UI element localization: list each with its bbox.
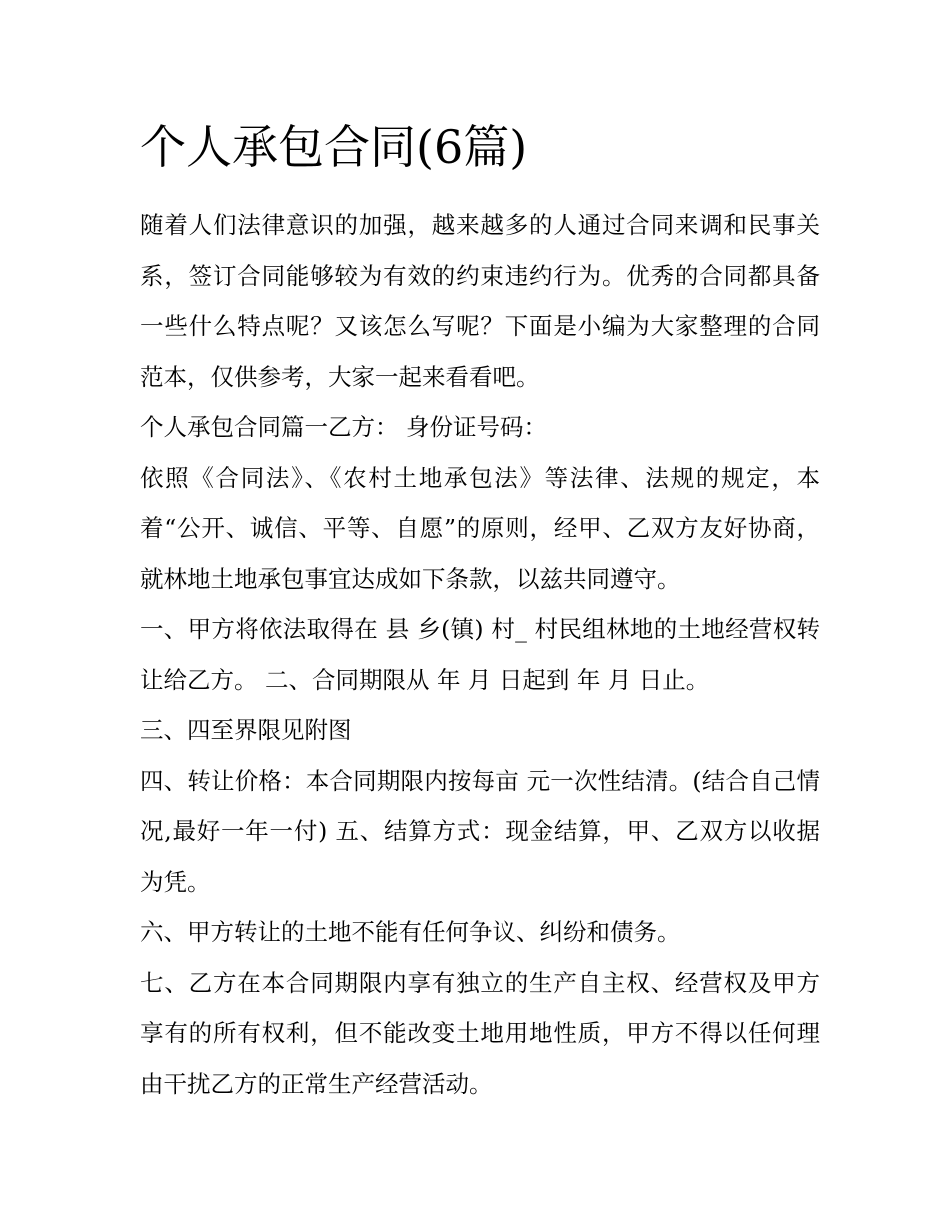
paragraph-clause-1-2: 一、甲方将依法取得在 县 乡(镇) 村_ 村民组林地的土地经营权转让给乙方。 二、合同期限从 年 月 日起到 年 月 日止。 xyxy=(140,615,820,694)
paragraph-party-b: 个人承包合同篇一乙方： 身份证号码： xyxy=(140,413,547,441)
paragraph-intro: 随着人们法律意识的加强，越来越多的人通过合同来调和民事关系，签订合同能够较为有效的约束违约行为。优秀的合同都具备一些什么特点呢？又该怎么写呢？下面是小编为大家整理的合同范本，仅供参考，大家一起来看看吧。 xyxy=(140,211,820,391)
paragraph-clause-3: 三、四至界限见附图 xyxy=(140,716,352,744)
document-page xyxy=(140,112,820,1109)
paragraph-legal-basis: 依照《合同法》、《农村土地承包法》等法律、法规的规定，本着“公开、诚信、平等、自愿”的原则，经甲、乙双方友好协商，就林地土地承包事宜达成如下条款，以兹共同遵守。 xyxy=(140,463,820,593)
paragraph-clause-4-5: 四、转让价格：本合同期限内按每亩 元一次性结清。(结合自己情况,最好一年一付) 五、结算方式：现金结算，甲、乙双方以收据为凭。 xyxy=(140,766,820,896)
document-title: 个人承包合同(6篇) xyxy=(140,120,528,174)
paragraph-clause-6: 六、甲方转让的土地不能有任何争议、纠纷和债务。 xyxy=(140,918,681,946)
paragraph-clause-7: 七、乙方在本合同期限内享有独立的生产自主权、经营权及甲方享有的所有权利，但不能改变土地用地性质，甲方不得以任何理由干扰乙方的正常生产经营活动。 xyxy=(140,968,820,1098)
